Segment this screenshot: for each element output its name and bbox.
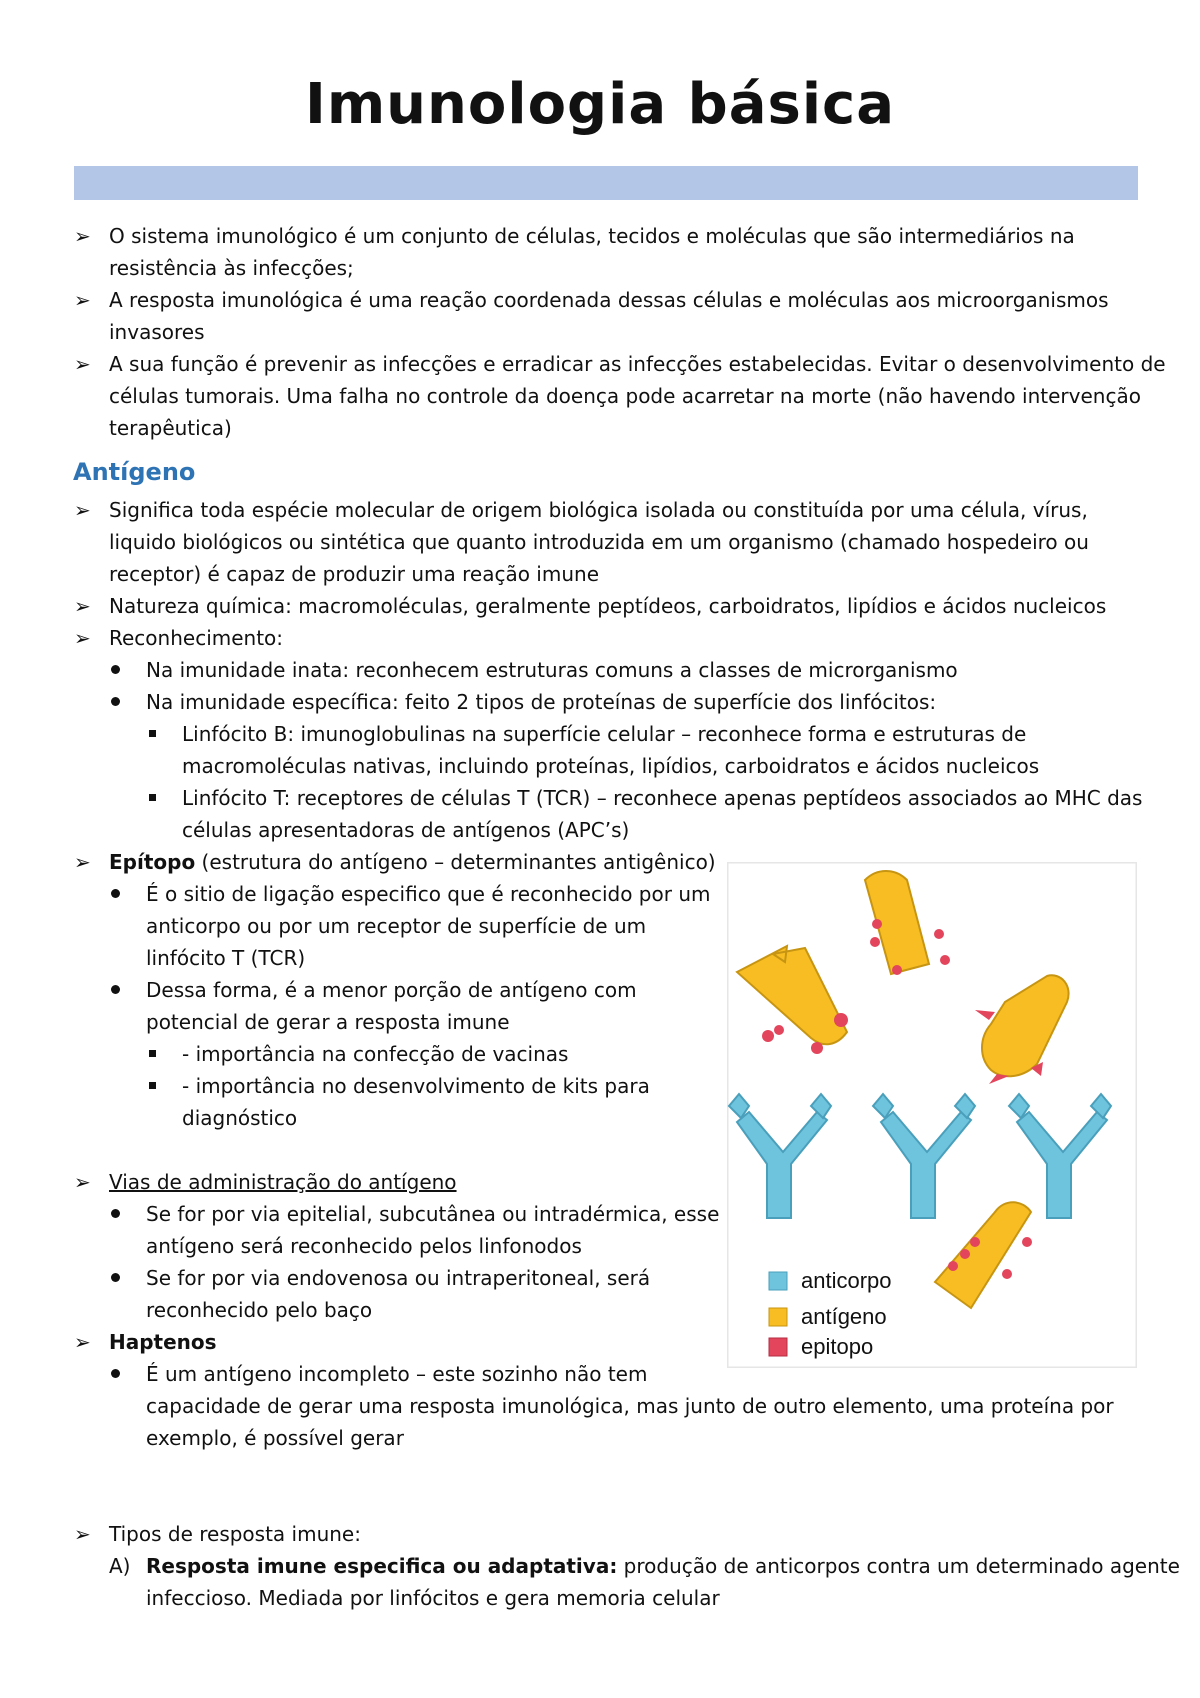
epitope-mark — [1002, 1269, 1012, 1279]
bullet-dot — [111, 889, 120, 898]
bullet-square — [149, 1050, 156, 1057]
epitope-mark — [948, 1261, 958, 1271]
epitope-mark — [834, 1013, 848, 1027]
page-title: Imunologia básica — [304, 72, 895, 137]
intro-line: resistência às infecções; — [109, 256, 354, 280]
legend-label-anticorpo: anticorpo — [801, 1268, 892, 1293]
linfocito-b-line: Linfócito B: imunoglobulinas na superfície celular – reconhece forma e estruturas de — [182, 722, 1027, 746]
tipos-a-rest: produção de anticorpos contra um determinado agente — [617, 1554, 1180, 1578]
intro-line: A sua função é prevenir as infecções e erradicar as infecções estabelecidas. Evitar o desenvolvimento de — [109, 352, 1166, 376]
definition-line: liquido biológicos ou sintética que quanto introduzida em um organismo (chamado hospedeiro ou — [109, 530, 1089, 554]
bullet-square — [149, 794, 156, 801]
arrow-bullet-icon: ➢ — [74, 1330, 91, 1354]
epitope-mark — [870, 937, 880, 947]
haptenos-label: Haptenos — [109, 1330, 217, 1354]
haptenos-line: É um antígeno incompleto – este sozinho não tem — [146, 1362, 648, 1386]
definition-line: Significa toda espécie molecular de origem biológica isolada ou constituída por uma célula, vírus, — [109, 498, 1088, 522]
linfocito-t-line: Linfócito T: receptores de células T (TCR) – reconhece apenas peptídeos associados ao MHC das — [182, 786, 1143, 810]
epitope-mark — [872, 919, 882, 929]
epitope-mark — [960, 1249, 970, 1259]
intro-line: células tumorais. Uma falha no controle da doença pode acarretar na morte (não havendo intervenção — [109, 384, 1141, 408]
epitope-mark — [762, 1030, 774, 1042]
epitopo-label: Epítopo — [109, 850, 196, 874]
definition-line: receptor) é capaz de produzir uma reação imune — [109, 562, 599, 586]
vias-b1-line: Se for por via epitelial, subcutânea ou intradérmica, esse — [146, 1202, 720, 1226]
vacinas-line: - importância na confecção de vacinas — [182, 1042, 569, 1066]
section-heading-antigeno: Antígeno — [73, 458, 196, 486]
epitopo-b2-line: Dessa forma, é a menor porção de antígeno com — [146, 978, 637, 1002]
arrow-bullet-icon: ➢ — [74, 626, 91, 650]
legend-swatch-epitopo — [769, 1338, 787, 1356]
tipos-a-line2: infeccioso. Mediada por linfócitos e gera memoria celular — [146, 1586, 720, 1610]
kits-line: - importância no desenvolvimento de kits para — [182, 1074, 650, 1098]
arrow-bullet-icon: ➢ — [74, 594, 91, 618]
epitopo-b2-line: potencial de gerar a resposta imune — [146, 1010, 510, 1034]
bullet-dot — [111, 985, 120, 994]
kits-line: diagnóstico — [182, 1106, 298, 1130]
legend-label-epitopo: epitopo — [801, 1334, 874, 1359]
vias-b2-line: Se for por via endovenosa ou intraperitoneal, será — [146, 1266, 651, 1290]
epitope-mark — [892, 965, 902, 975]
epitopo-b1-line: anticorpo ou por um receptor de superfície de um — [146, 914, 647, 938]
arrow-bullet-icon: ➢ — [74, 224, 91, 248]
epitopo-b1-line: linfócito T (TCR) — [146, 946, 306, 970]
tipos-a-bold: Resposta imune especifica ou adaptativa: — [146, 1554, 618, 1578]
linfocito-b-line: macromoléculas nativas, incluindo proteínas, lipídios, carboidratos e ácidos nucleicos — [182, 754, 1040, 778]
intro-line: terapêutica) — [109, 416, 232, 440]
haptenos-line: capacidade de gerar uma resposta imunológica, mas junto de outro elemento, uma proteína por — [146, 1394, 1114, 1418]
haptenos-line: exemplo, é possível gerar — [146, 1426, 404, 1450]
vias-b2-line: reconhecido pelo baço — [146, 1298, 373, 1322]
intro-line: O sistema imunológico é um conjunto de células, tecidos e moléculas que são intermediários na — [109, 224, 1075, 248]
legend-swatch-antigeno — [769, 1308, 787, 1326]
bullet-square — [149, 1082, 156, 1089]
epitope-mark — [940, 955, 950, 965]
epitopo-b1-line: É o sitio de ligação especifico que é reconhecido por um — [146, 882, 711, 906]
arrow-bullet-icon: ➢ — [74, 1522, 91, 1546]
legend-swatch-anticorpo — [769, 1272, 787, 1290]
bullet-dot — [111, 1209, 120, 1218]
inata-line: Na imunidade inata: reconhecem estruturas comuns a classes de microrganismo — [146, 658, 958, 682]
vias-b1-line: antígeno será reconhecido pelos linfonodos — [146, 1234, 582, 1258]
bullet-dot — [111, 697, 120, 706]
legend-label-antigeno: antígeno — [801, 1304, 887, 1329]
bullet-square — [149, 730, 156, 737]
linfocito-t-line: células apresentadoras de antígenos (APC’s) — [182, 818, 630, 842]
vias-label: Vias de administração do antígeno — [109, 1170, 457, 1194]
especifica-line: Na imunidade específica: feito 2 tipos de proteínas de superfície dos linfócitos: — [146, 690, 937, 714]
epitope-mark — [774, 1025, 784, 1035]
epitopo-line — [109, 846, 716, 878]
list-marker-a: A) — [109, 1554, 131, 1578]
natureza-line: Natureza química: macromoléculas, geralmente peptídeos, carboidratos, lipídios e ácidos nucleicos — [109, 594, 1107, 618]
title-underline-bar — [74, 166, 1138, 200]
epitopo-rest: (estrutura do antígeno – determinantes antigênico) — [195, 850, 716, 874]
arrow-bullet-icon: ➢ — [74, 352, 91, 376]
epitope-mark — [1022, 1237, 1032, 1247]
arrow-bullet-icon: ➢ — [74, 498, 91, 522]
intro-line: invasores — [109, 320, 205, 344]
bullet-dot — [111, 1369, 120, 1378]
arrow-bullet-icon: ➢ — [74, 288, 91, 312]
arrow-bullet-icon: ➢ — [74, 850, 91, 874]
intro-line: A resposta imunológica é uma reação coordenada dessas células e moléculas aos microorganismos — [109, 288, 1109, 312]
epitope-mark — [970, 1237, 980, 1247]
reconhecimento-line: Reconhecimento: — [109, 626, 284, 650]
bullet-dot — [111, 1273, 120, 1282]
figure-frame — [728, 863, 1137, 1368]
arrow-bullet-icon: ➢ — [74, 1170, 91, 1194]
bullet-dot — [111, 665, 120, 674]
epitope-mark — [934, 929, 944, 939]
antibody-antigen-figure — [727, 862, 1137, 1368]
tipos-label: Tipos de resposta imune: — [109, 1522, 361, 1546]
tipos-a-line — [146, 1550, 1180, 1582]
epitope-mark — [811, 1042, 823, 1054]
